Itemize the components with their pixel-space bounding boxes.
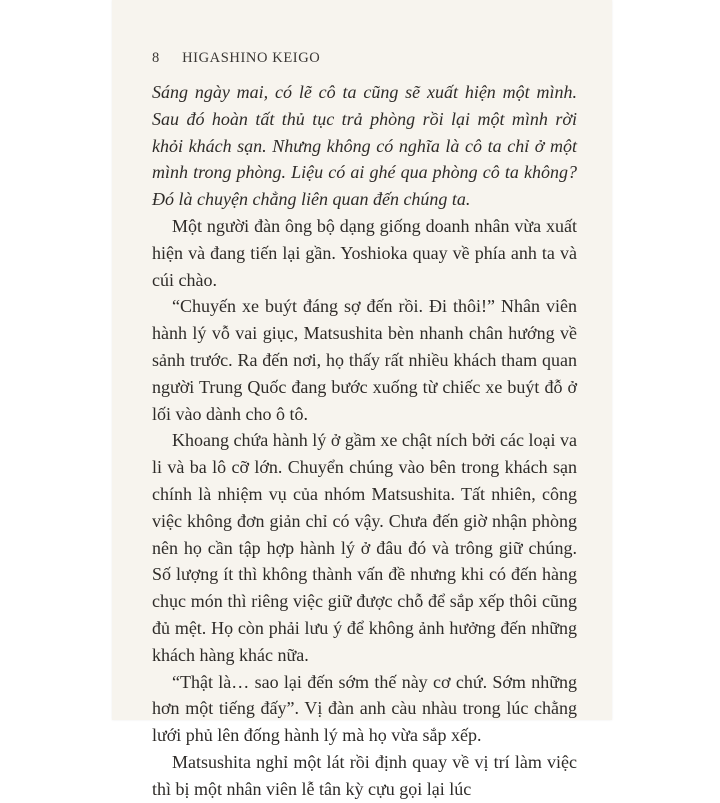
- paragraph: Một người đàn ông bộ dạng giống doanh nhân vừa xuất hiện và đang tiến lại gần. Yoshioka quay về phía anh ta và cúi chào.: [152, 215, 577, 290]
- paragraph: “Thật là… sao lại đến sớm thế này cơ chứ. Sớm những hơn một tiếng đấy”. Vị đàn anh càu nhàu trong lúc chằng lưới phủ lên đống hành lý mà họ vừa sắp xếp.: [152, 671, 577, 746]
- paragraph-italic: Sáng ngày mai, có lẽ cô ta cũng sẽ xuất hiện một mình. Sau đó hoàn tất thủ tục trả phòng rồi lại một mình rời khỏi khách sạn. Nhưng không có nghĩa là cô ta chỉ ở một mình trong phòng. Liệu có ai ghé qua phòng cô ta không? Đó là chuyện chẳng liên quan đến chúng ta.: [152, 82, 577, 210]
- page-body: [152, 79, 577, 803]
- paragraph: “Chuyến xe buýt đáng sợ đến rồi. Đi thôi!” Nhân viên hành lý vỗ vai giục, Matsushita bèn nhanh chân hướng về sảnh trước. Ra đến nơi, họ thấy rất nhiều khách tham quan người Trung Quốc đang bước xuống từ chiếc xe buýt đỗ ở lối vào dành cho ô tô.: [152, 296, 577, 424]
- paragraph: Matsushita nghỉ một lát rồi định quay về vị trí làm việc thì bị một nhân viên lễ tân kỳ cựu gọi lại lúc: [152, 751, 577, 799]
- paragraph: Khoang chứa hành lý ở gầm xe chật ních bởi các loại va li và ba lô cỡ lớn. Chuyển chúng vào bên trong khách sạn chính là nhiệm vụ của nhóm Matsushita. Tất nhiên, công việc không đơn giản chỉ có vậy. Chưa đến giờ nhận phòng nên họ cần tập hợp hành lý ở đâu đó và trông giữ chúng. Số lượng ít thì không thành vấn đề nhưng khi có đến hàng chục món thì riêng việc giữ được chỗ để sắp xếp thôi cũng đủ mệt. Họ còn phải lưu ý để không ảnh hưởng đến những khách hàng khác nữa.: [152, 430, 577, 665]
- page-number: 8: [152, 50, 160, 66]
- author-name: HIGASHINO KEIGO: [182, 50, 321, 66]
- running-header: [152, 50, 320, 67]
